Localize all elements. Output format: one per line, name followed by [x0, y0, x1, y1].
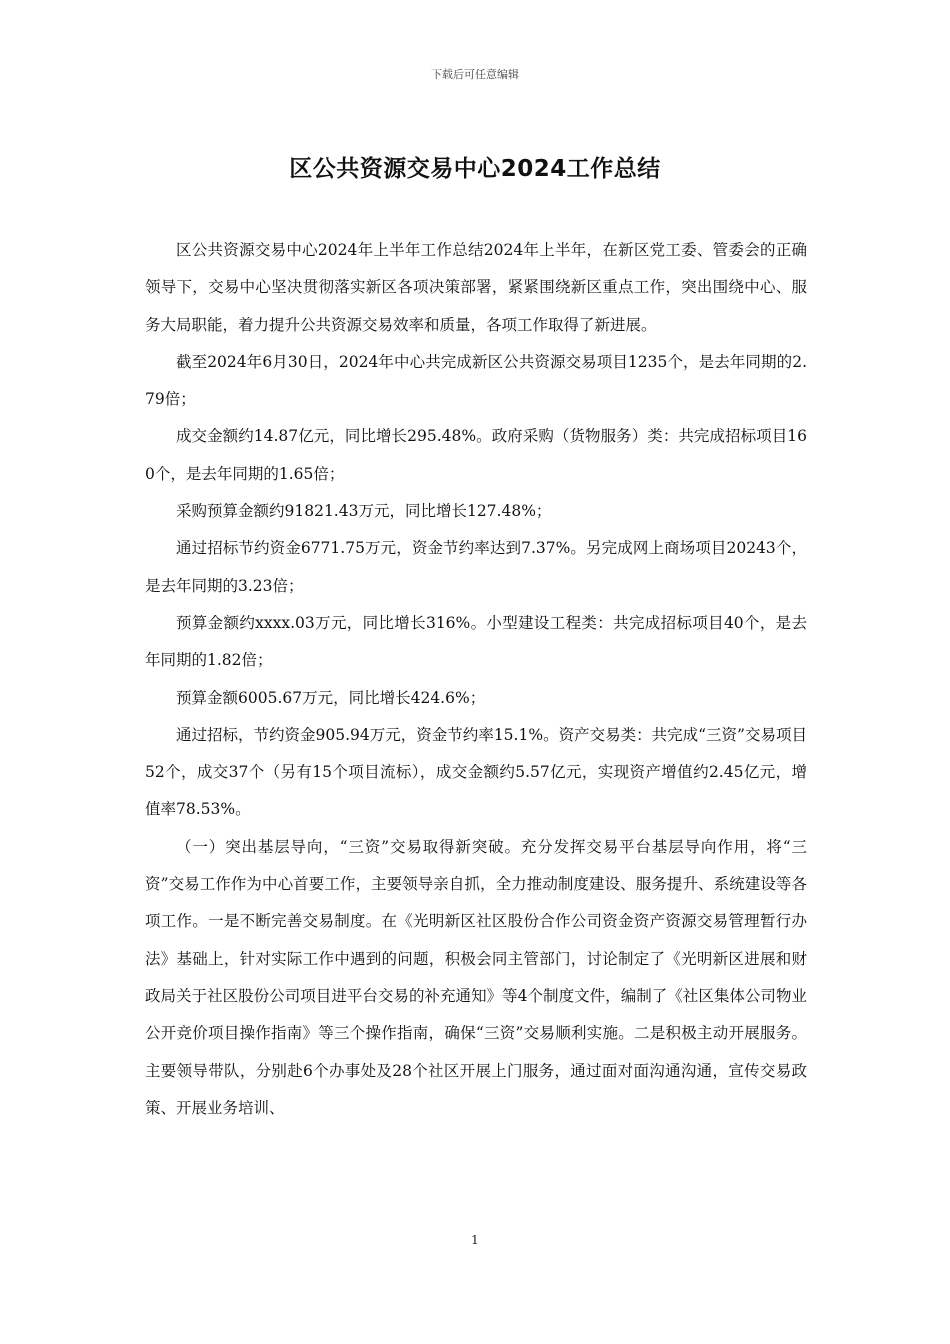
- paragraph: 截至2024年6月30日，2024年中心共完成新区公共资源交易项目1235个，是去年同期的2.79倍；: [145, 352, 807, 409]
- document-title: 区公共资源交易中心2024工作总结: [289, 156, 661, 182]
- document-body: [145, 232, 807, 1127]
- paragraph: 采购预算金额约91821.43万元，同比增长127.48%；: [176, 502, 552, 521]
- paragraph: 成交金额约14.87亿元，同比增长295.48%。政府采购（货物服务）类：共完成招标项目160个，是去年同期的1.65倍；: [145, 427, 807, 483]
- paragraph: 预算金额6005.67万元，同比增长424.6%；: [176, 688, 486, 707]
- page-number: 1: [471, 1233, 479, 1247]
- paragraph: 区公共资源交易中心2024年上半年工作总结2024年上半年，在新区党工委、管委会的正确领导下，交易中心坚决贯彻落实新区各项决策部署，紧紧围绕新区重点工作，突出围绕中心、服务大局职能，着力提升公共资源交易效率和质量，各项工作取得了新进展。: [145, 241, 807, 334]
- header-note: 下载后可任意编辑: [431, 68, 519, 81]
- paragraph: 通过招标节约资金6771.75万元，资金节约率达到7.37%。另完成网上商场项目20243个，是去年同期的3.23倍；: [145, 539, 807, 595]
- paragraph: 预算金额约xxxx.03万元，同比增长316%。小型建设工程类：共完成招标项目40个，是去年同期的1.82倍；: [145, 613, 807, 670]
- paragraph: 通过招标，节约资金905.94万元，资金节约率15.1%。资产交易类：共完成“三资”交易项目52个，成交37个（另有15个项目流标），成交金额约5.57亿元，实现资产增值约2.45亿元，增值率78.53%。: [145, 725, 807, 819]
- paragraph: （一）突出基层导向，“三资”交易取得新突破。充分发挥交易平台基层导向作用，将“三资”交易工作作为中心首要工作，主要领导亲自抓，全力推动制度建设、服务提升、系统建设等各项工作。一是不断完善交易制度。在《光明新区社区股份合作公司资金资产资源交易管理暂行办法》基础上，针对实际工作中遇到的问题，积极会同主管部门，讨论制定了《光明新区进展和财政局关于社区股份公司项目进平台交易的补充通知》等4个制度文件，编制了《社区集体公司物业公开竞价项目操作指南》等三个操作指南，确保“三资”交易顺利实施。二是积极主动开展服务。主要领导带队，分别赴6个办事处及28个社区开展上门服务，通过面对面沟通沟通，宣传交易政策、开展业务培训、: [145, 837, 807, 1117]
